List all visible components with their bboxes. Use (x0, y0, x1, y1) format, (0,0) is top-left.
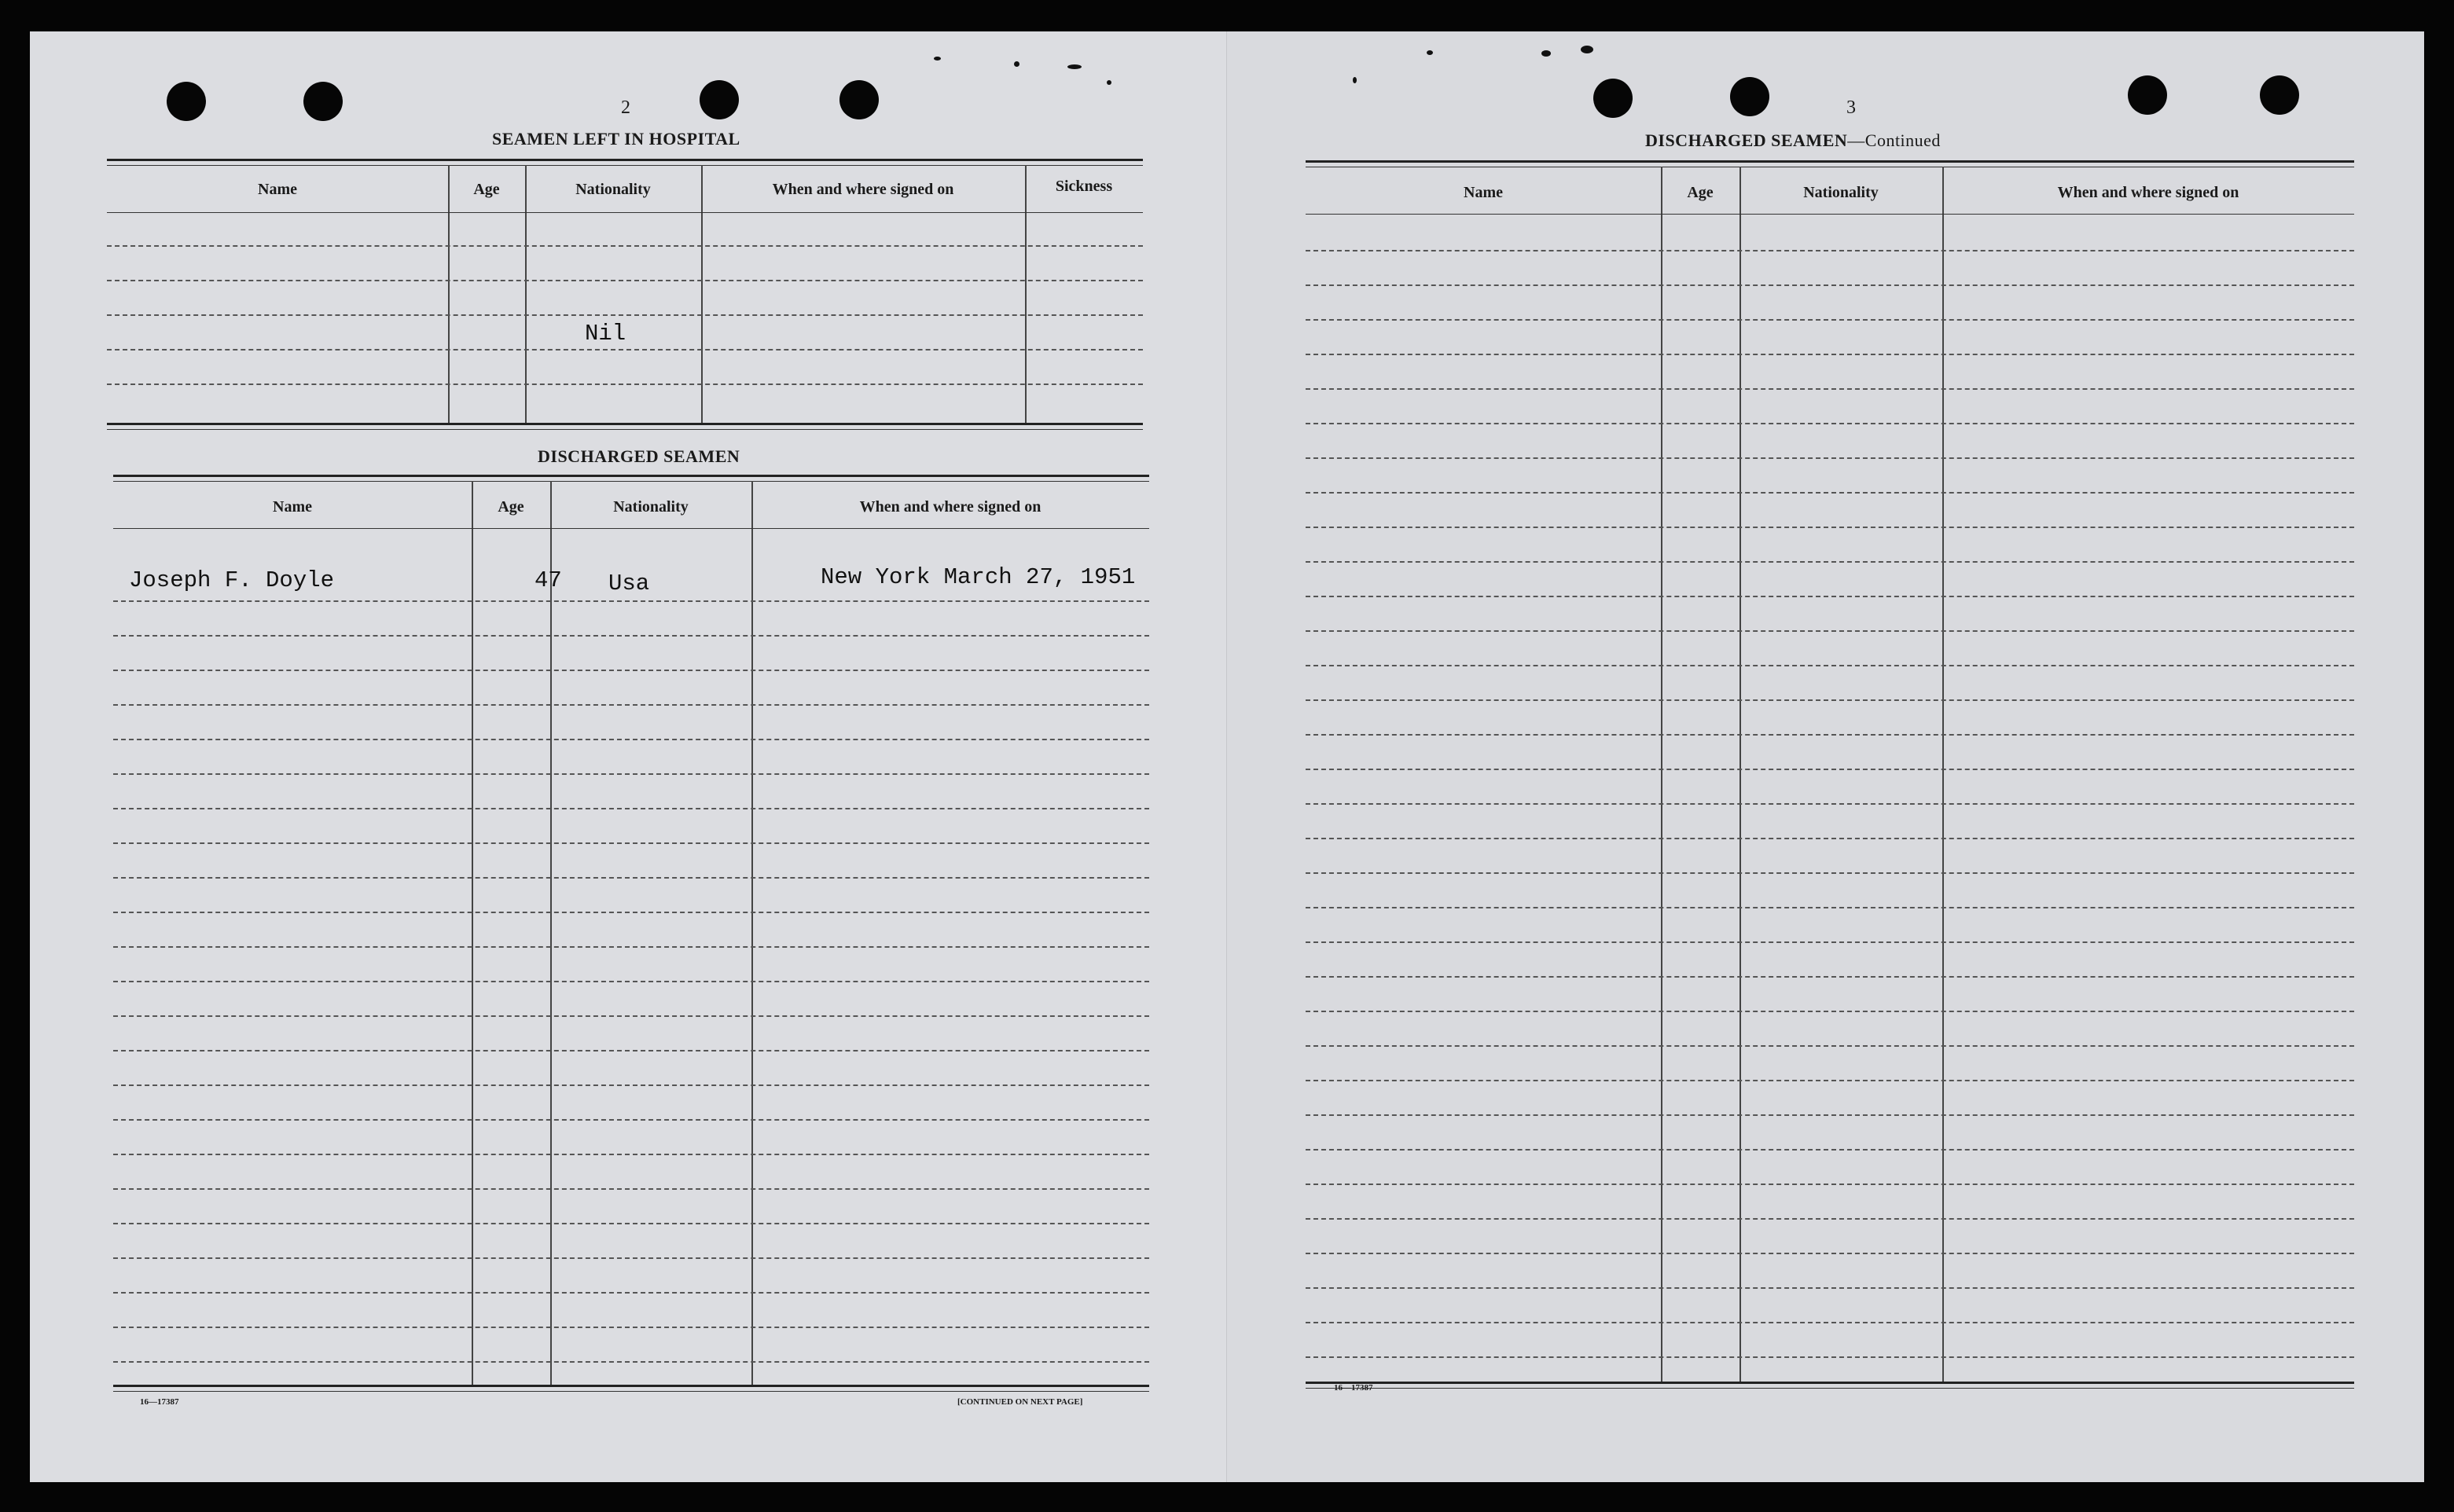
discharged-continued-title (1645, 130, 1941, 151)
punch-hole (1730, 77, 1769, 116)
scan-speck (1353, 77, 1357, 83)
column-header: When and where signed on (859, 498, 1041, 516)
scan-speck (1541, 50, 1551, 57)
punch-hole (1593, 79, 1633, 118)
column-header: Sickness (1055, 178, 1113, 195)
page-number: 2 (621, 97, 630, 118)
column-header: Nationality (613, 498, 689, 516)
hospital-title: SEAMEN LEFT IN HOSPITAL (492, 129, 740, 149)
column-header: Nationality (1803, 184, 1879, 201)
column-header: Age (498, 498, 524, 516)
column-header: When and where signed on (772, 181, 954, 198)
column-header: Age (1687, 184, 1714, 201)
punch-hole (839, 80, 879, 119)
punch-hole (2128, 75, 2167, 115)
scan-speck (1067, 64, 1082, 69)
punch-hole (167, 82, 206, 121)
form-number: 16—17387 (140, 1397, 179, 1407)
continued-note: [CONTINUED ON NEXT PAGE] (957, 1397, 1083, 1407)
page-number: 3 (1846, 97, 1856, 118)
scan-speck (934, 57, 941, 61)
title-suffix: —Continued (1847, 130, 1941, 150)
table-cell-name: Joseph F. Doyle (129, 567, 335, 593)
punch-hole (303, 82, 343, 121)
discharged-table (113, 475, 1149, 1429)
column-header: Nationality (575, 181, 651, 198)
title-text: DISCHARGED SEAMEN (1645, 130, 1848, 150)
table-cell-age: 47 (535, 567, 562, 593)
column-header: Name (1464, 184, 1503, 201)
right-page (1227, 31, 2424, 1482)
discharged-continued-table (1306, 160, 2354, 1418)
column-header: Name (273, 498, 312, 516)
scan-speck (1427, 50, 1433, 55)
discharged-title: DISCHARGED SEAMEN (538, 446, 740, 466)
scan-speck (1581, 46, 1593, 53)
scan-speck (1107, 80, 1111, 85)
table-cell-signed-on: New York March 27, 1951 (821, 564, 1136, 590)
column-header: Name (258, 181, 297, 198)
punch-hole (700, 80, 739, 119)
document-scan (30, 31, 2424, 1482)
punch-hole (2260, 75, 2299, 115)
hospital-table (107, 159, 1143, 461)
column-header: When and where signed on (2057, 184, 2239, 201)
column-header: Age (473, 181, 500, 198)
form-number: 16—17387 (1334, 1383, 1373, 1393)
hospital-nil-entry: Nil (585, 321, 626, 347)
table-cell-nationality: Usa (608, 571, 650, 596)
left-page (30, 31, 1227, 1482)
scan-speck (1014, 61, 1019, 67)
